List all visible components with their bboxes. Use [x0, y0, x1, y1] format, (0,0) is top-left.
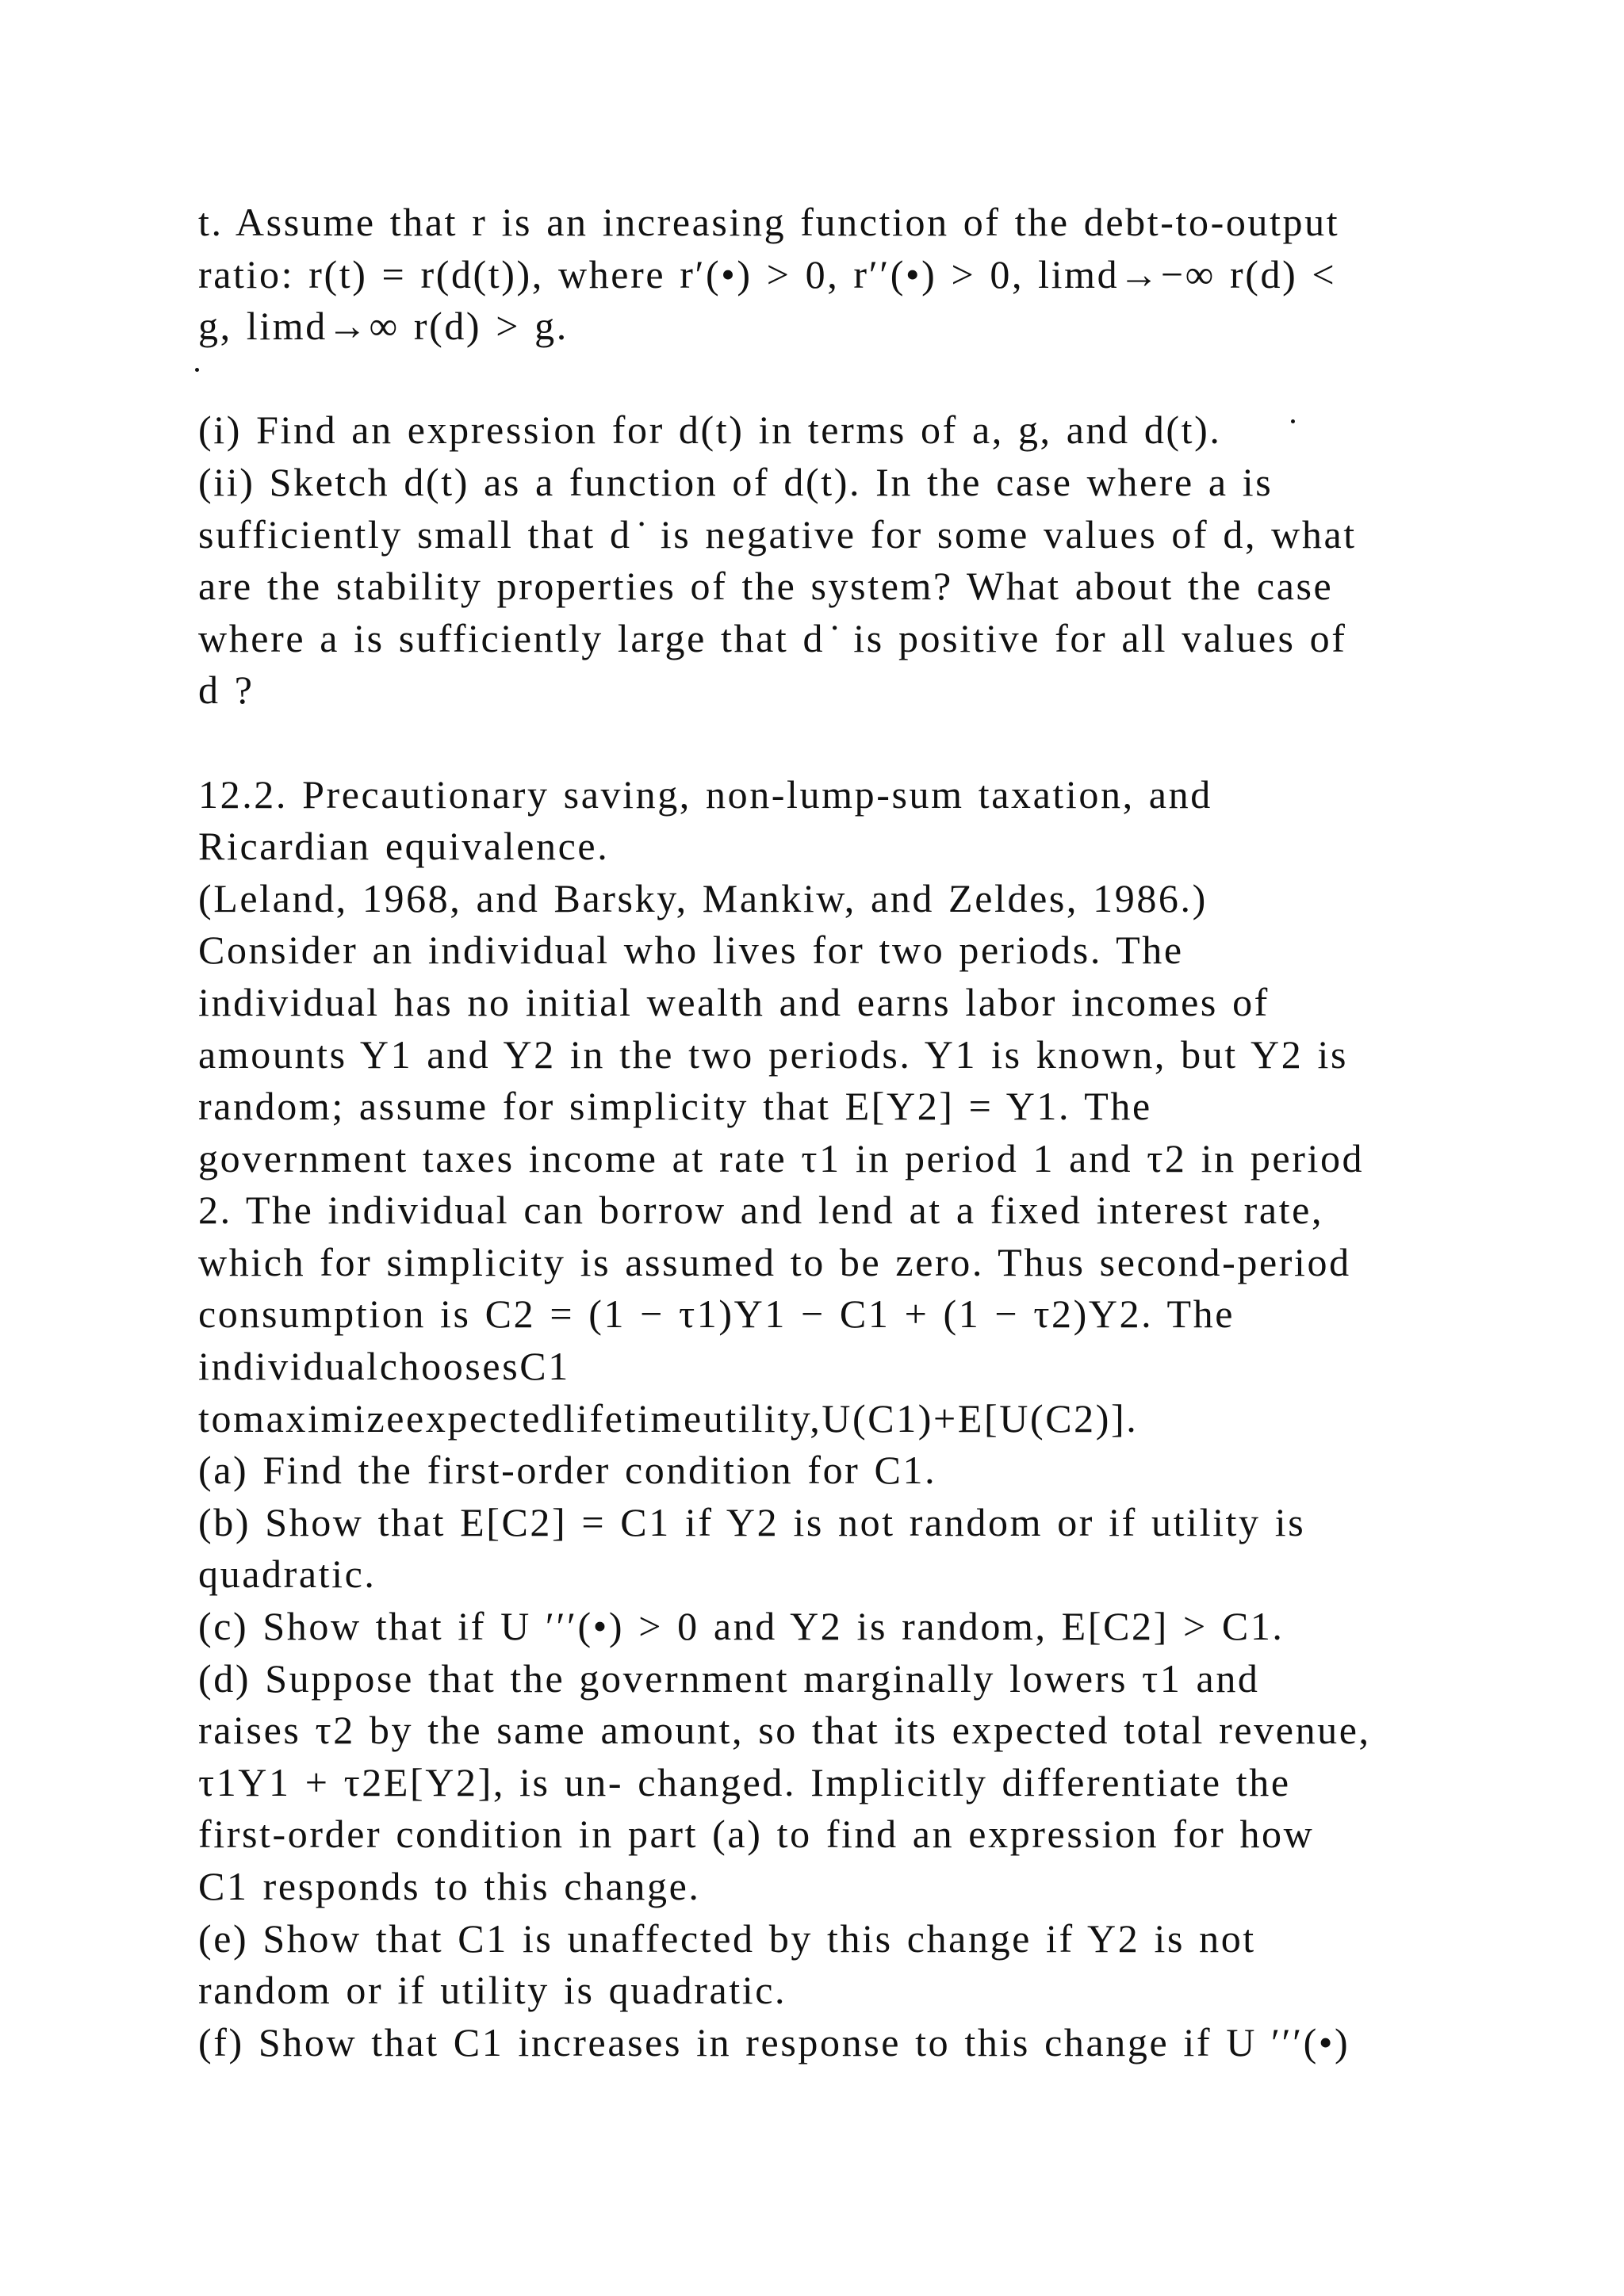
text-line: consumption is C2 = (1 − τ1)Y1 − C1 + (1 − τ2)Y2. The — [198, 1292, 1235, 1337]
text-line: individual has no initial wealth and earns labor incomes of — [198, 979, 1270, 1024]
overdot-mark — [195, 368, 199, 372]
text-line: sufficiently small that d ̇ is negative for some values of d, what — [198, 511, 1357, 557]
overdot-mark — [1291, 419, 1295, 423]
text-line: (d) Suppose that the government marginally lowers τ1 and — [198, 1655, 1260, 1701]
text-line: τ1Y1 + τ2E[Y2], is un- changed. Implicitly differentiate the — [198, 1759, 1291, 1804]
text-line: (i) Find an expression for d(t) in terms of a, g, and d(t). — [198, 408, 1222, 453]
text-line: (c) Show that if U ′′′(•) > 0 and Y2 is random, E[C2] > C1. — [198, 1604, 1285, 1649]
text-line: t. Assume that r is an increasing function of the debt-to-output — [198, 200, 1340, 244]
text-line: (f) Show that C1 increases in response to this change if U ′′′(•) — [198, 2019, 1350, 2064]
text-line: (a) Find the first-order condition for C1. — [198, 1448, 937, 1493]
text-line: government taxes income at rate τ1 in period 1 and τ2 in period — [198, 1135, 1365, 1181]
text-line — [198, 717, 1435, 769]
text-line: 12.2. Precautionary saving, non-lump-sum taxation, and — [198, 771, 1212, 817]
text-line: (ii) Sketch d(t) as a function of d(t). In the case where a is — [198, 459, 1274, 504]
text-line: d ? — [198, 668, 255, 713]
text-line: 2. The individual can borrow and lend at a fixed interest rate, — [198, 1188, 1324, 1233]
text-line: C1 responds to this change. — [198, 1864, 701, 1908]
text-line: where a is sufficiently large that d ̇ is positive for all values of — [198, 615, 1347, 660]
text-line: random or if utility is quadratic. — [198, 1968, 787, 2013]
text-line: quadratic. — [198, 1552, 377, 1597]
text-line: Ricardian equivalence. — [198, 824, 610, 869]
text-line: random; assume for simplicity that E[Y2] = Y1. The — [198, 1084, 1152, 1129]
text-line — [198, 353, 1435, 405]
text-line: (e) Show that C1 is unaffected by this change if Y2 is not — [198, 1915, 1256, 1961]
text-line: are the stability properties of the system? What about the case — [198, 564, 1334, 609]
document-body — [198, 197, 1435, 2068]
text-line: (Leland, 1968, and Barsky, Mankiw, and Zeldes, 1986.) — [198, 875, 1208, 920]
text-line: (b) Show that E[C2] = C1 if Y2 is not random or if utility is — [198, 1499, 1306, 1544]
text-line: ratio: r(t) = r(d(t)), where r′(•) > 0, r′′(•) > 0, limd→−∞ r(d) < — [198, 251, 1337, 297]
text-line: g, limd→∞ r(d) > g. — [198, 304, 569, 349]
text-line: raises τ2 by the same amount, so that its expected total revenue, — [198, 1708, 1371, 1753]
text-line: amounts Y1 and Y2 in the two periods. Y1 is known, but Y2 is — [198, 1031, 1349, 1077]
text-line: Consider an individual who lives for two periods. The — [198, 928, 1184, 973]
text-line: which for simplicity is assumed to be zero. Thus second-period — [198, 1239, 1351, 1284]
text-line: individualchoosesC1 — [198, 1344, 570, 1389]
text-line: tomaximizeexpectedlifetimeutility,U(C1)+E[U(C2)]. — [198, 1395, 1139, 1441]
text-line: first-order condition in part (a) to find an expression for how — [198, 1812, 1315, 1857]
